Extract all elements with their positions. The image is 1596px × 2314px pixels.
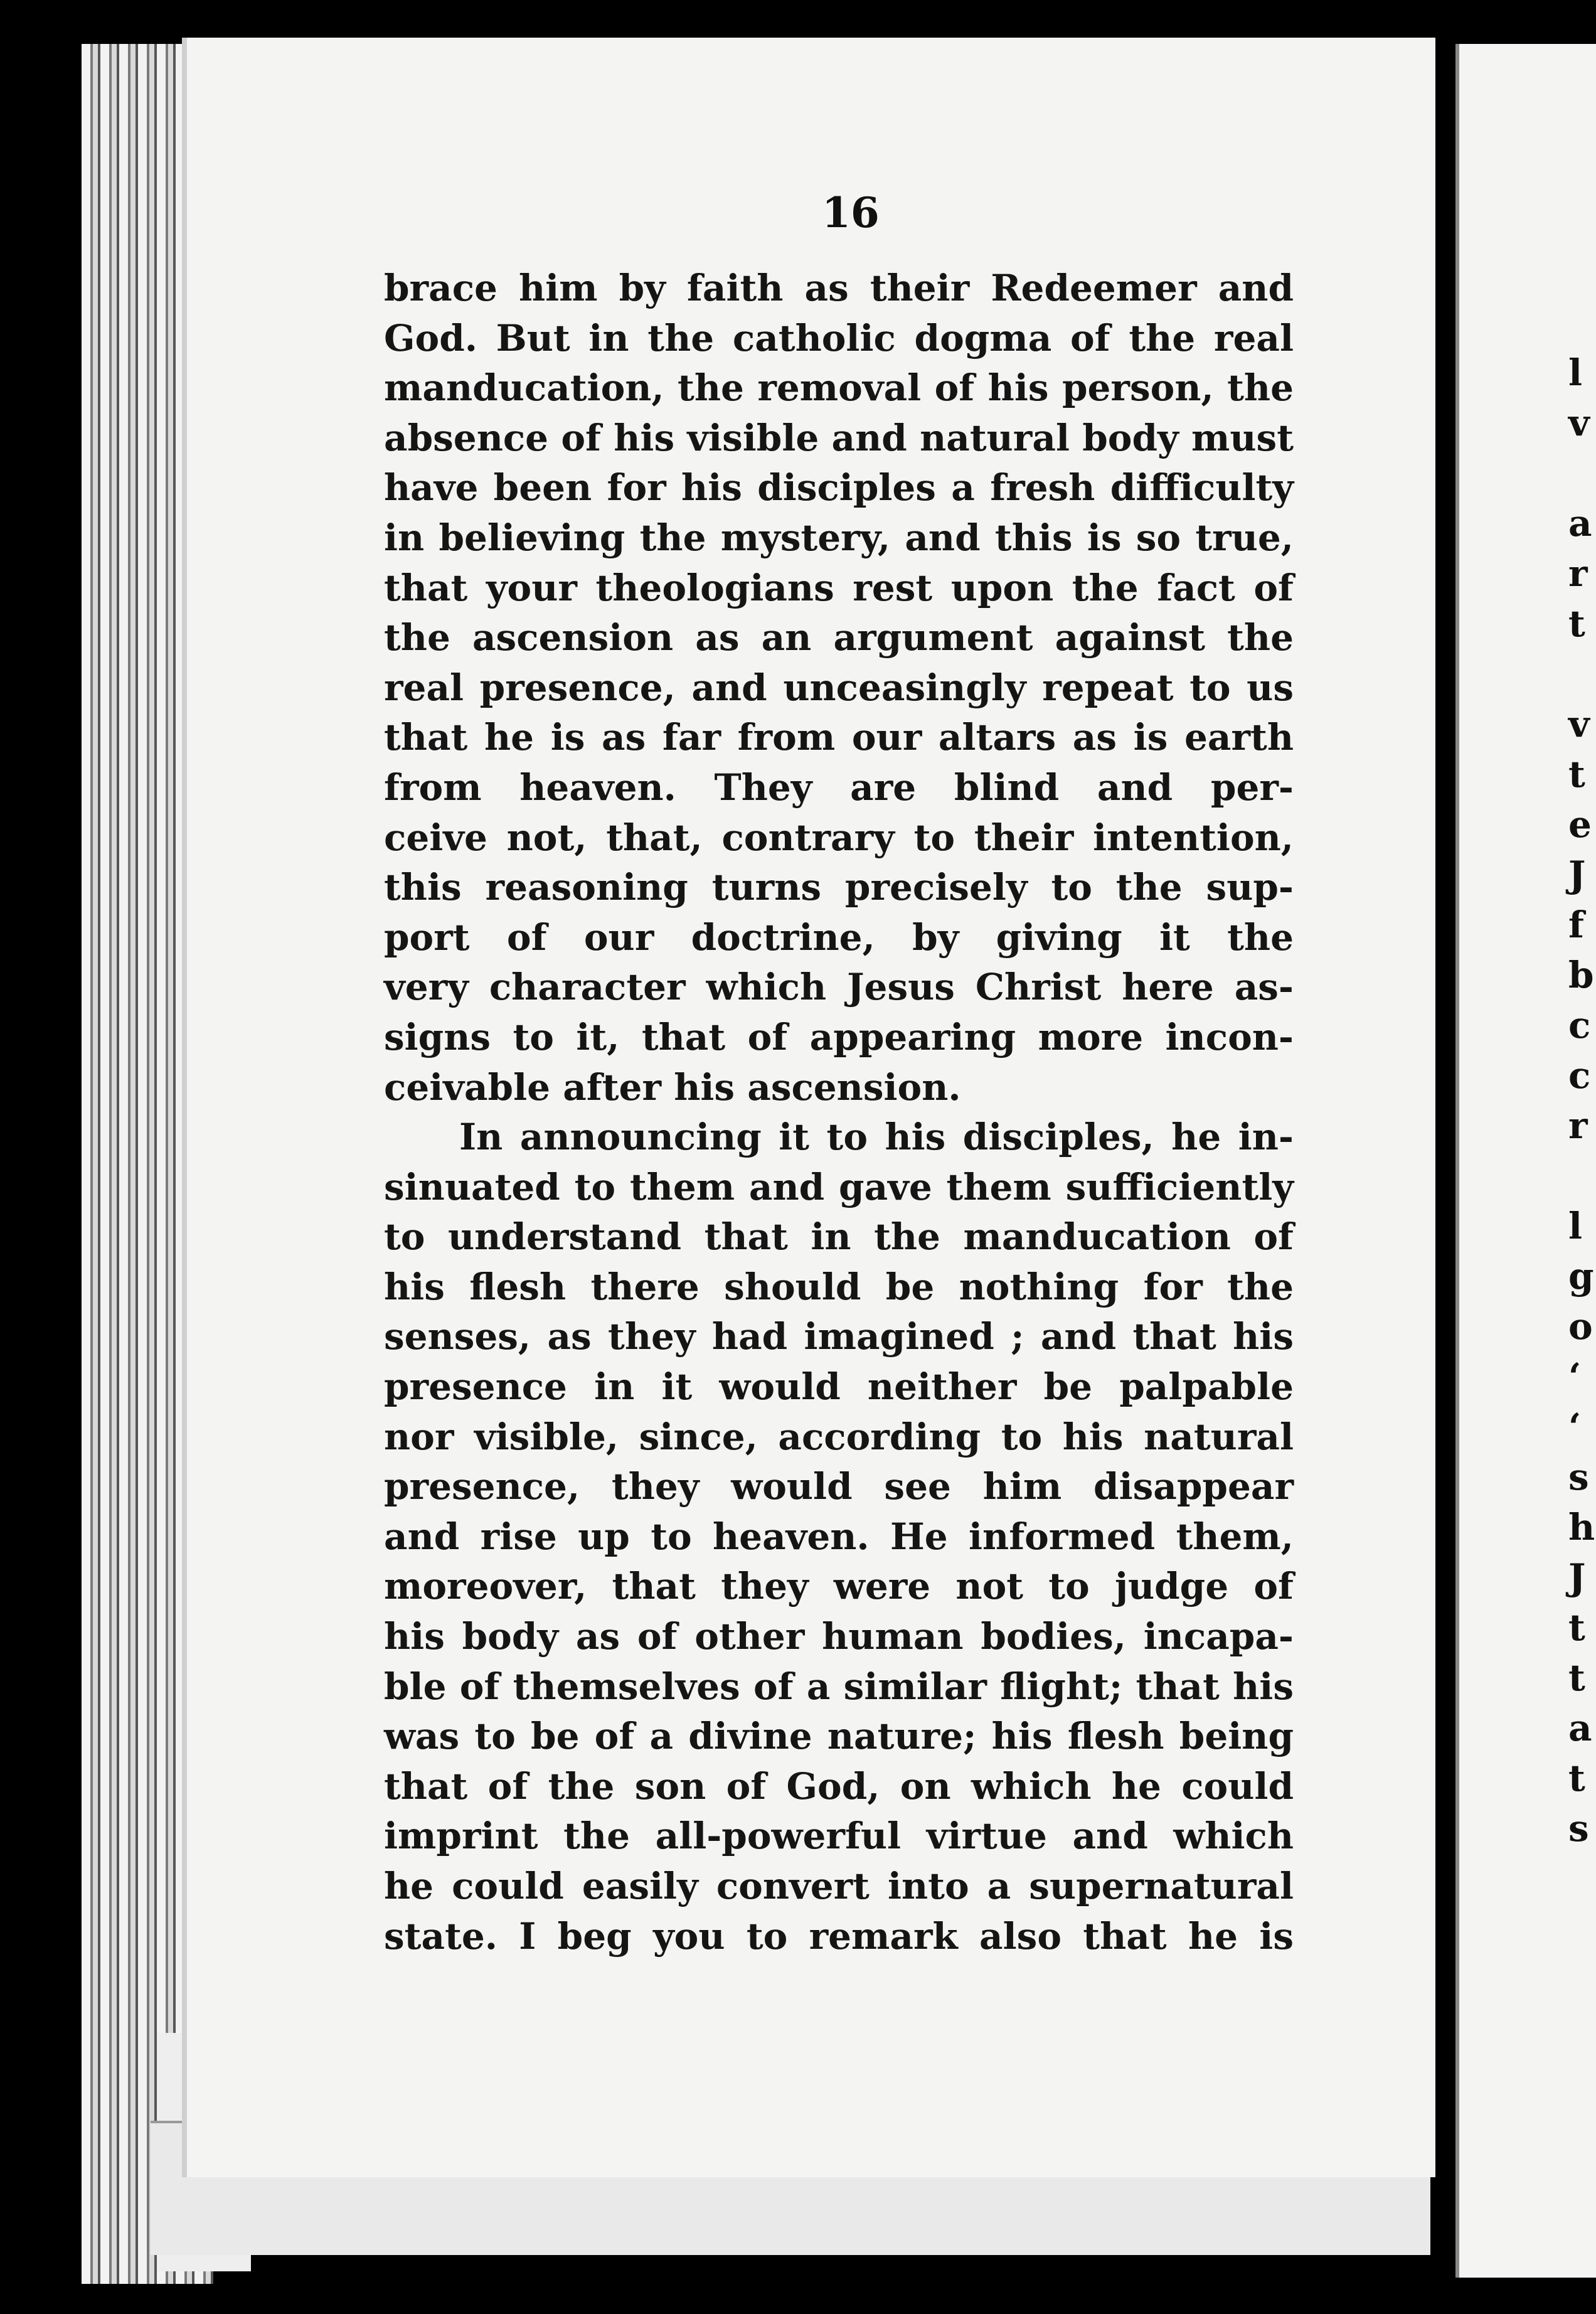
facing-page-text: [1568, 0, 1596, 2314]
text-line: he could easily convert into a supernatural: [384, 1865, 1294, 1907]
text-line: was to be of a divine nature; his flesh being: [384, 1715, 1294, 1758]
facing-page-letter: h: [1568, 1506, 1595, 1549]
text-line: in believing the mystery, and this is so true,: [384, 516, 1294, 559]
text-line: and rise up to heaven. He informed them,: [384, 1515, 1294, 1558]
facing-page-letter: t: [1568, 1606, 1585, 1649]
facing-page-letter: t: [1568, 1656, 1585, 1699]
facing-page-letter: t: [1568, 753, 1585, 796]
text-line: signs to it, that of appearing more incon-: [384, 1015, 1294, 1058]
text-line: nor visible, since, according to his natural: [384, 1415, 1294, 1458]
text-line: his flesh there should be nothing for the: [384, 1265, 1294, 1308]
text-line: sinuated to them and gave them sufficiently: [384, 1165, 1294, 1208]
text-line: senses, as they had imagined ; and that his: [384, 1315, 1294, 1358]
text-line: ceive not, that, contrary to their intention,: [384, 816, 1294, 859]
text-line: very character which Jesus Christ here as-: [384, 966, 1294, 1009]
body-text: [384, 264, 1294, 1961]
text-line: In announcing it to his disciples, he in-: [459, 1116, 1294, 1159]
text-line: God. But in the catholic dogma of the real: [384, 316, 1294, 360]
page-number: 16: [822, 188, 880, 237]
facing-page-letter: c: [1568, 1054, 1591, 1097]
facing-page-letter: e: [1568, 803, 1592, 846]
facing-page-letter: r: [1568, 1104, 1588, 1147]
facing-page-letter: J: [1568, 853, 1586, 896]
facing-page-letter: l: [1568, 351, 1583, 394]
text-line: state. I beg you to remark also that he is: [384, 1914, 1294, 1958]
text-line: brace him by faith as their Redeemer and: [384, 267, 1294, 309]
facing-page-letter: s: [1568, 1807, 1589, 1850]
text-line: have been for his disciples a fresh difficulty: [384, 466, 1294, 509]
text-line: ceivable after his ascension.: [384, 1065, 961, 1109]
facing-page-letter: v: [1568, 402, 1590, 444]
facing-page-letter: ‘: [1568, 1355, 1582, 1398]
text-line: real presence, and unceasingly repeat to us: [384, 666, 1294, 709]
text-line: imprint the all-powerful virtue and which: [384, 1815, 1294, 1858]
text-line: presence, they would see him disappear: [384, 1465, 1294, 1508]
text-line: the ascension as an argument against the: [384, 616, 1294, 659]
text-line: that he is as far from our altars as is earth: [384, 716, 1294, 759]
text-line: manducation, the removal of his person, the: [384, 366, 1294, 410]
facing-page-letter: J: [1568, 1556, 1586, 1599]
facing-page-letter: ‘: [1568, 1405, 1582, 1448]
facing-page-letter: f: [1568, 904, 1584, 946]
facing-page-letter: a: [1568, 502, 1592, 545]
facing-page-letter: r: [1568, 552, 1588, 595]
facing-page-letter: o: [1568, 1305, 1593, 1348]
facing-page-letter: t: [1568, 1757, 1585, 1799]
text-line: to understand that in the manducation of: [384, 1215, 1294, 1259]
facing-page-letter: l: [1568, 1205, 1583, 1247]
text-line: port of our doctrine, by giving it the: [384, 915, 1294, 959]
text-line: that your theologians rest upon the fact of: [384, 566, 1294, 609]
facing-page-letter: c: [1568, 1004, 1591, 1047]
facing-page-letter: s: [1568, 1456, 1589, 1498]
text-line: absence of his visible and natural body must: [384, 416, 1294, 459]
facing-page-letter: b: [1568, 954, 1594, 996]
text-line: this reasoning turns precisely to the sup-: [384, 866, 1294, 909]
text-line: moreover, that they were not to judge of: [384, 1565, 1294, 1608]
text-line: his body as of other human bodies, incapa-: [384, 1615, 1294, 1658]
text-line: ble of themselves of a similar flight; that his: [384, 1665, 1294, 1708]
facing-page-letter: a: [1568, 1707, 1592, 1749]
facing-page-letter: v: [1568, 703, 1590, 745]
text-line: that of the son of God, on which he could: [384, 1764, 1294, 1808]
text-line: presence in it would neither be palpable: [384, 1365, 1294, 1409]
facing-page-letter: g: [1568, 1255, 1594, 1298]
facing-page-letter: t: [1568, 602, 1585, 645]
text-line: from heaven. They are blind and per-: [384, 765, 1294, 809]
